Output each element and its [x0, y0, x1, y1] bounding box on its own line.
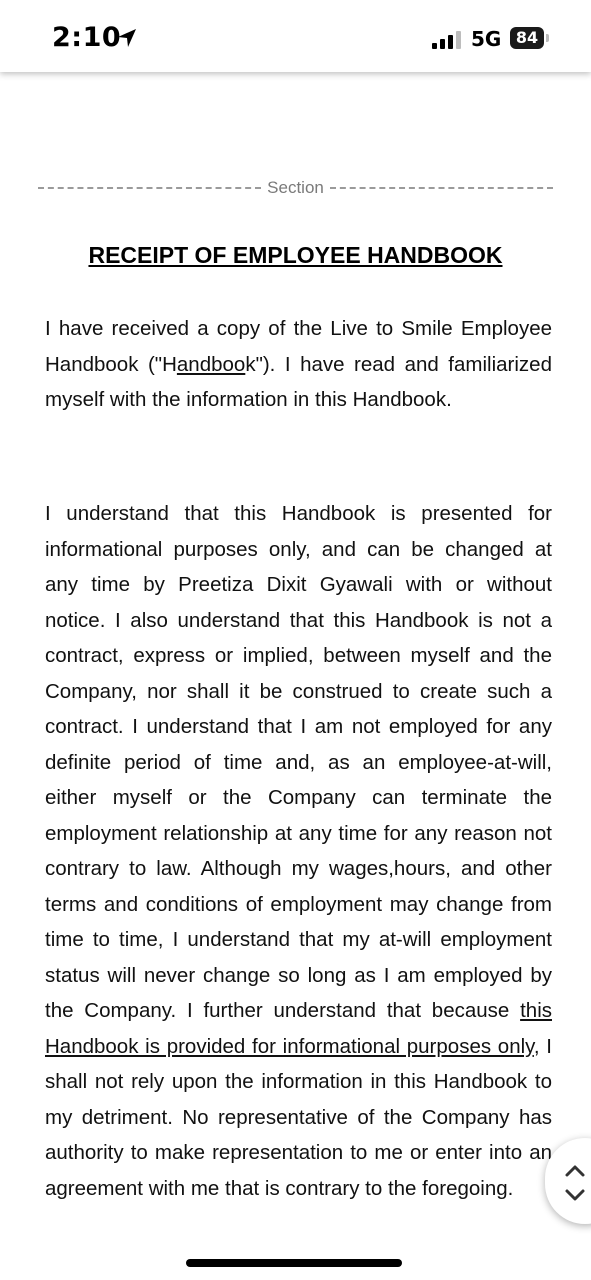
status-time: 2:10 [52, 22, 122, 53]
paragraph-text: I understand that this Handbook is presented for informational purposes only, and can be changed at any time by Preetiza Dixit Gyawali with or without notice. I also understand that this Handbook is not a contract, express or implied, between myself and the Company, nor shall it be construed to create such a contract. I understand that I am not employed for any definite period of time and, as an employee-at-will, either myself or the Company can terminate the employment relationship at any time for any reason not contrary to law. Although my wages,hours, and other terms and conditions of employment may change from time to time, I understand that my at-will employment status will never change so long as I am employed by the Company. I further understand that because [45, 502, 552, 1022]
paragraph-understanding [45, 496, 552, 1206]
network-type: 5G [471, 27, 502, 51]
battery-level: 84 [515, 28, 539, 47]
underlined-text: andboo [176, 352, 246, 376]
location-arrow-icon [116, 27, 138, 49]
chevron-up-icon[interactable] [564, 1164, 586, 1178]
paragraph-text: , I shall not rely upon the information in this Handbook to my detriment. No representative of the Company has authority to make representation to me or enter into an agreement with me that is contrary to the foregoing. [45, 1034, 552, 1200]
chevron-down-icon[interactable] [564, 1188, 586, 1202]
paragraph-text: k"). I have read and familiarized myself with the information in this Handbook. [45, 352, 552, 411]
divider-line-right [330, 187, 553, 189]
paragraph-receipt [45, 311, 552, 418]
signal-bars-icon [432, 31, 462, 49]
paragraph-text: I have received a copy of the Live to Smile Employee Handbook ("H [45, 317, 552, 376]
status-bar [0, 0, 591, 72]
document-title: RECEIPT OF EMPLOYEE HANDBOOK [88, 242, 503, 268]
battery-icon [510, 27, 544, 49]
home-indicator[interactable] [186, 1259, 402, 1267]
section-label: Section [267, 178, 324, 197]
divider-line-left [38, 187, 261, 189]
section-divider [38, 177, 553, 199]
underlined-text: this Handbook is provided for informational purposes only [45, 999, 552, 1058]
battery-cap [546, 34, 549, 42]
